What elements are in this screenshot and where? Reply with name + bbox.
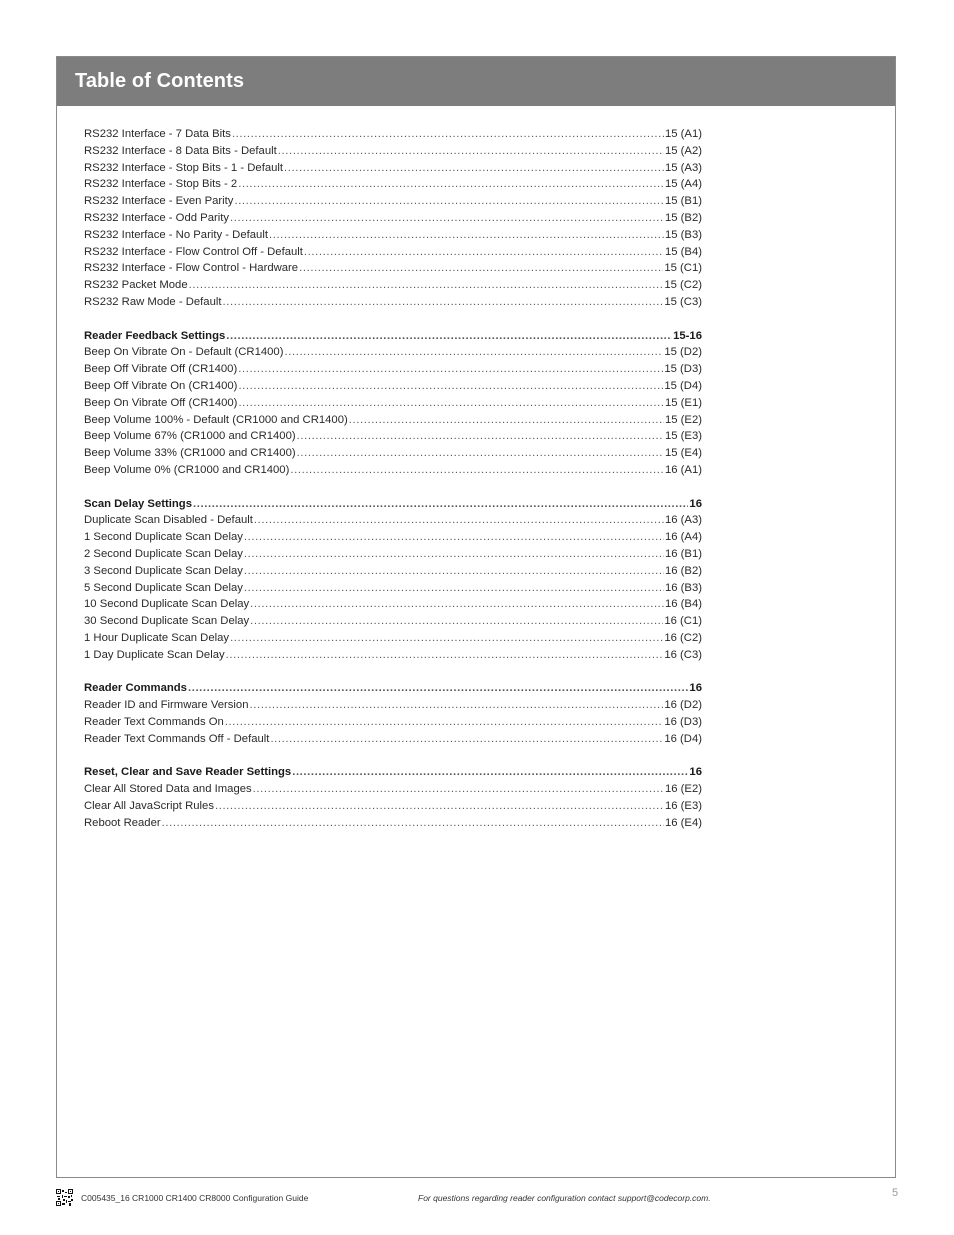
- toc-section: [84, 764, 702, 831]
- dot-leader: [188, 680, 688, 697]
- toc-entry-label: Reader Text Commands Off - Default: [84, 732, 270, 745]
- toc-entry-label: Beep Volume 100% - Default (CR1000 and CR1400): [84, 413, 348, 426]
- page-title: Table of Contents: [75, 70, 245, 92]
- toc-section: [84, 680, 702, 747]
- toc-heading-label: Scan Delay Settings: [84, 497, 192, 510]
- toc-entry-label: RS232 Packet Mode: [84, 279, 188, 292]
- toc-entry-page: 16 (A1): [664, 463, 702, 476]
- toc-entry-label: RS232 Interface - Even Parity: [84, 195, 234, 208]
- toc-entry-page: 16 (E3): [664, 799, 702, 812]
- toc-entry-label: 5 Second Duplicate Scan Delay: [84, 581, 243, 594]
- toc-entry-label: 3 Second Duplicate Scan Delay: [84, 564, 243, 577]
- dot-leader: [230, 210, 664, 227]
- toc-entry-label: 1 Second Duplicate Scan Delay: [84, 531, 243, 544]
- dot-leader: [284, 160, 664, 177]
- toc-entry: [84, 798, 702, 815]
- dot-leader: [254, 512, 664, 529]
- toc-entry: [84, 613, 702, 630]
- dot-leader: [297, 428, 664, 445]
- toc-entry-page: 16 (B2): [664, 564, 702, 577]
- dot-leader: [250, 697, 664, 714]
- toc-entry-page: 16 (E4): [664, 816, 702, 829]
- toc-entry-page: 15 (B1): [664, 195, 702, 208]
- toc-entry-label: Reader ID and Firmware Version: [84, 699, 249, 712]
- toc-entry-page: 15 (A2): [664, 144, 702, 157]
- toc-entry: [84, 731, 702, 748]
- toc-entry: [84, 176, 702, 193]
- toc-entry-page: 15 (C2): [664, 279, 702, 292]
- toc-entry: [84, 210, 702, 227]
- toc-entry-page: 16 (D2): [664, 699, 702, 712]
- toc-entry-page: 15 (D3): [664, 363, 702, 376]
- toc-entry: [84, 344, 702, 361]
- toc-entry-label: Beep Volume 0% (CR1000 and CR1400): [84, 463, 290, 476]
- toc-entry-label: 30 Second Duplicate Scan Delay: [84, 615, 250, 628]
- toc-entry-label: RS232 Interface - 7 Data Bits: [84, 128, 231, 140]
- toc-section-heading: [84, 680, 702, 697]
- toc-section-heading: [84, 496, 702, 513]
- dot-leader: [250, 596, 664, 613]
- toc-entry: [84, 143, 702, 160]
- dot-leader: [250, 613, 663, 630]
- toc-heading-page: 15-16: [673, 329, 702, 342]
- dot-leader: [244, 580, 664, 597]
- toc-heading-page: 16: [689, 766, 702, 779]
- dot-leader: [269, 227, 664, 244]
- dot-leader: [304, 244, 664, 261]
- toc-entry: [84, 462, 702, 479]
- toc-entry-page: 16 (E2): [664, 783, 702, 796]
- toc-entry-label: 1 Day Duplicate Scan Delay: [84, 648, 225, 661]
- toc-entry-label: RS232 Interface - Flow Control Off - Default: [84, 245, 303, 258]
- toc-entry-page: 16 (C2): [664, 631, 702, 644]
- toc-entry-label: RS232 Interface - No Parity - Default: [84, 228, 268, 241]
- toc-entry-page: 15 (E3): [664, 430, 702, 443]
- dot-leader: [223, 294, 664, 311]
- toc-entry-label: Clear All Stored Data and Images: [84, 783, 252, 796]
- toc-section: [84, 126, 702, 311]
- toc-heading-label: Reader Commands: [84, 682, 187, 695]
- toc-entry: [84, 244, 702, 261]
- dot-leader: [215, 798, 664, 815]
- toc-entry-label: RS232 Interface - Flow Control - Hardware: [84, 262, 299, 275]
- dot-leader: [226, 647, 664, 664]
- toc-entry-page: 16 (A4): [664, 531, 702, 544]
- toc-entry: [84, 563, 702, 580]
- dot-leader: [225, 714, 664, 731]
- toc-entry-label: Reboot Reader: [84, 816, 161, 829]
- document-code: C005435_16 CR1000 CR1400 CR8000 Configuration Guide: [81, 1193, 309, 1203]
- toc-entry-label: Reader Text Commands On: [84, 715, 224, 728]
- toc-entry: [84, 815, 702, 832]
- dot-leader: [238, 395, 664, 412]
- table-of-contents: [84, 126, 702, 848]
- toc-entry-label: Clear All JavaScript Rules: [84, 799, 214, 812]
- toc-entry-page: 15 (E2): [664, 413, 702, 426]
- toc-entry-label: 2 Second Duplicate Scan Delay: [84, 547, 243, 560]
- toc-entry: [84, 395, 702, 412]
- toc-entry-page: 15 (B2): [664, 211, 702, 224]
- toc-entry: [84, 546, 702, 563]
- dot-leader: [232, 126, 664, 143]
- toc-entry-page: 16 (B3): [664, 581, 702, 594]
- toc-entry: [84, 294, 702, 311]
- dot-leader: [238, 378, 663, 395]
- toc-entry: [84, 714, 702, 731]
- dot-leader: [226, 328, 672, 345]
- toc-entry-page: 15 (E4): [664, 447, 702, 460]
- toc-entry-page: 16 (A3): [664, 514, 702, 527]
- qr-code-icon: [56, 1189, 73, 1206]
- toc-entry-page: 16 (D3): [664, 715, 702, 728]
- dot-leader: [349, 412, 664, 429]
- dot-leader: [238, 361, 663, 378]
- toc-heading-page: 16: [689, 497, 702, 510]
- dot-leader: [278, 143, 664, 160]
- toc-section-heading: [84, 328, 702, 345]
- toc-section: [84, 328, 702, 479]
- toc-entry: [84, 580, 702, 597]
- dot-leader: [244, 529, 664, 546]
- toc-entry-page: 15 (B3): [664, 228, 702, 241]
- toc-section-heading: [84, 764, 702, 781]
- toc-entry: [84, 378, 702, 395]
- dot-leader: [290, 462, 664, 479]
- toc-entry-page: 15 (D2): [664, 346, 702, 359]
- toc-heading-page: 16: [689, 682, 702, 695]
- toc-entry: [84, 412, 702, 429]
- title-bar: [57, 57, 895, 106]
- toc-entry: [84, 428, 702, 445]
- dot-leader: [244, 546, 664, 563]
- toc-entry-page: 16 (C1): [664, 615, 702, 628]
- toc-heading-label: Reader Feedback Settings: [84, 329, 226, 342]
- dot-leader: [234, 193, 664, 210]
- toc-entry-label: Beep On Vibrate On - Default (CR1400): [84, 346, 284, 359]
- toc-entry: [84, 781, 702, 798]
- dot-leader: [230, 630, 663, 647]
- toc-entry-page: 15 (C1): [664, 262, 702, 275]
- toc-entry-page: 15 (E1): [664, 396, 702, 409]
- dot-leader: [244, 563, 664, 580]
- toc-entry-page: 15 (A1): [664, 128, 702, 140]
- toc-entry-label: Beep On Vibrate Off (CR1400): [84, 396, 238, 409]
- toc-entry: [84, 512, 702, 529]
- dot-leader: [189, 277, 664, 294]
- toc-entry: [84, 227, 702, 244]
- toc-heading-label: Reset, Clear and Save Reader Settings: [84, 766, 292, 779]
- toc-entry: [84, 529, 702, 546]
- toc-entry-page: 15 (B4): [664, 245, 702, 258]
- toc-section: [84, 496, 702, 664]
- toc-entry-label: 10 Second Duplicate Scan Delay: [84, 598, 250, 611]
- toc-entry-label: RS232 Interface - Odd Parity: [84, 211, 230, 224]
- dot-leader: [270, 731, 663, 748]
- toc-entry: [84, 647, 702, 664]
- toc-entry-page: 16 (C3): [664, 648, 702, 661]
- toc-entry: [84, 277, 702, 294]
- toc-entry-page: 16 (D4): [664, 732, 702, 745]
- support-contact-text: For questions regarding reader configuration contact support@codecorp.com.: [418, 1193, 711, 1203]
- toc-entry-label: 1 Hour Duplicate Scan Delay: [84, 631, 230, 644]
- dot-leader: [292, 764, 688, 781]
- toc-entry-label: RS232 Interface - Stop Bits - 1 - Default: [84, 161, 284, 174]
- dot-leader: [238, 176, 664, 193]
- dot-leader: [284, 344, 663, 361]
- toc-entry-page: 16 (B1): [664, 547, 702, 560]
- dot-leader: [299, 260, 663, 277]
- toc-entry-page: 15 (A4): [664, 178, 702, 191]
- toc-entry-label: Beep Volume 33% (CR1000 and CR1400): [84, 447, 296, 460]
- toc-entry: [84, 160, 702, 177]
- toc-entry-label: Beep Off Vibrate Off (CR1400): [84, 363, 238, 376]
- toc-entry-page: 15 (A3): [664, 161, 702, 174]
- toc-entry-label: Beep Volume 67% (CR1000 and CR1400): [84, 430, 296, 443]
- page-number: 5: [892, 1187, 899, 1199]
- toc-entry-label: RS232 Interface - 8 Data Bits - Default: [84, 144, 277, 157]
- toc-entry-page: 16 (B4): [664, 598, 702, 611]
- toc-entry-page: 15 (D4): [664, 379, 702, 392]
- dot-leader: [162, 815, 664, 832]
- toc-entry-label: Duplicate Scan Disabled - Default: [84, 514, 253, 527]
- toc-entry-label: RS232 Interface - Stop Bits - 2: [84, 178, 238, 191]
- toc-entry: [84, 260, 702, 277]
- dot-leader: [193, 496, 688, 513]
- toc-entry-label: Beep Off Vibrate On (CR1400): [84, 379, 238, 392]
- toc-entry: [84, 630, 702, 647]
- footer: [0, 1186, 954, 1216]
- toc-entry: [84, 697, 702, 714]
- toc-entry: [84, 596, 702, 613]
- toc-entry: [84, 126, 702, 143]
- dot-leader: [297, 445, 664, 462]
- toc-entry: [84, 361, 702, 378]
- toc-entry-label: RS232 Raw Mode - Default: [84, 295, 222, 308]
- toc-entry: [84, 445, 702, 462]
- toc-entry-page: 15 (C3): [664, 295, 702, 308]
- dot-leader: [253, 781, 664, 798]
- toc-entry: [84, 193, 702, 210]
